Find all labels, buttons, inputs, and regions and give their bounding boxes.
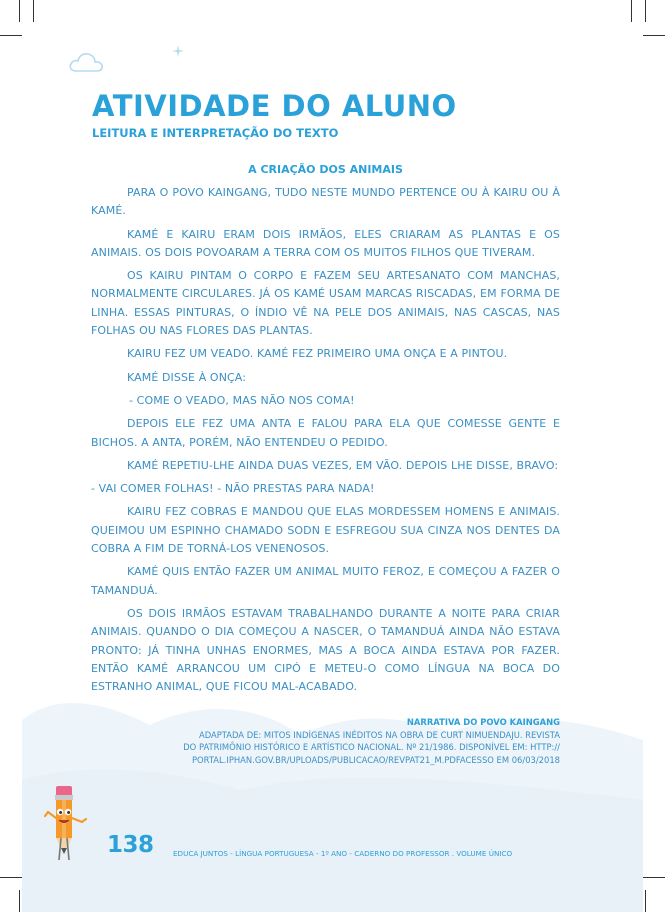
- source-line: PORTAL.IPHAN.GOV.BR/UPLOADS/PUBLICACAO/REVPAT21_M.PDFACESSO EM 06/03/2018: [191, 754, 560, 765]
- source-line: DO PATRIMÔNIO HISTÓRICO E ARTÍSTICO NACIONAL. Nº 21/1986. DISPONÍVEL EM: HTTP://: [183, 742, 560, 752]
- article: [91, 163, 560, 701]
- article-title: A CRIAÇÃO DOS ANIMAIS: [248, 163, 403, 176]
- paragraph: KAMÉ E KAIRU ERAM DOIS IRMÃOS, ELES CRIARAM AS PLANTAS E OS ANIMAIS. OS DOIS POVOARAM A TERRA COM OS MUITOS FILHOS QUE TIVERAM.: [91, 227, 560, 259]
- source-citation: [70, 716, 560, 766]
- page-number: 138: [107, 832, 154, 858]
- dialogue-line: - VAI COMER FOLHAS! - NÃO PRESTAS PARA NADA!: [91, 482, 375, 496]
- paragraph: DEPOIS ELE FEZ UMA ANTA E FALOU PARA ELA QUE COMESSE GENTE E BICHOS. A ANTA, PORÉM, NÃO ENTENDEU O PEDIDO.: [91, 417, 560, 449]
- page-title: ATIVIDADE DO ALUNO: [92, 89, 457, 123]
- cloud-icon: [68, 50, 106, 74]
- source-line: ADAPTADA DE: MITOS INDÍGENAS INÉDITOS NA OBRA DE CURT NIMUENDAJU. REVISTA: [199, 729, 560, 740]
- sparkle-icon: [172, 45, 184, 57]
- footer-text: EDUCA JUNTOS - LÍNGUA PORTUGUESA - 1º ANO - CADERNO DO PROFESSOR . VOLUME ÚNICO: [173, 849, 513, 858]
- dialogue-line: - COME O VEADO, MAS NÃO NOS COMA!: [129, 393, 355, 407]
- pencil-mascot-icon: [42, 784, 94, 864]
- source-author: NARRATIVA DO POVO KAINGANG: [406, 717, 560, 727]
- page-subtitle: LEITURA E INTERPRETAÇÃO DO TEXTO: [92, 126, 339, 140]
- paragraph: PARA O POVO KAINGANG, TUDO NESTE MUNDO PERTENCE OU À KAIRU OU À KAMÉ.: [91, 186, 560, 218]
- paragraph: KAIRU FEZ UM VEADO. KAMÉ FEZ PRIMEIRO UMA ONÇA E A PINTOU.: [127, 347, 508, 361]
- paragraph: KAMÉ DISSE À ONÇA:: [127, 370, 247, 384]
- paragraph: KAIRU FEZ COBRAS E MANDOU QUE ELAS MORDESSEM HOMENS E ANIMAIS. QUEIMOU UM ESPINHO CHAMADO SODN E ESFREGOU SUA CINZA NOS DENTES DA COBRA A FIM DE TORNÁ-LOS VENENOSOS.: [91, 505, 560, 556]
- paragraph: KAMÉ QUIS ENTÃO FAZER UM ANIMAL MUITO FEROZ, E COMEÇOU A FAZER O TAMANDUÁ.: [91, 565, 560, 597]
- paragraph: OS KAIRU PINTAM O CORPO E FAZEM SEU ARTESANATO COM MANCHAS, NORMALMENTE CIRCULARES. JÁ OS KAMÉ USAM MARCAS RISCADAS, EM FORMA DE LINHA. ESSAS PINTURAS, O ÍNDIO VÊ NA PELE DOS ANIMAIS, NAS CASCAS, NAS FOLHAS OU NAS FLORES DAS PLANTAS.: [91, 269, 560, 338]
- paragraph: KAMÉ REPETIU-LHE AINDA DUAS VEZES, EM VÃO. DEPOIS LHE DISSE, BRAVO:: [127, 458, 559, 472]
- paragraph: OS DOIS IRMÃOS ESTAVAM TRABALHANDO DURANTE A NOITE PARA CRIAR ANIMAIS. QUANDO O DIA COMEÇOU A NASCER, O TAMANDUÁ AINDA NÃO ESTAVA PRONTO: JÁ TINHA UNHAS ENORMES, MAS A BOCA AINDA ESTAVA POR FAZER. ENTÃO KAMÉ ARRANCOU UM CIPÓ E METEU-O COMO LÍNGUA NA BOCA DO ESTRANHO ANIMAL, QUE FICOU MAL-ACABADO.: [91, 606, 560, 694]
